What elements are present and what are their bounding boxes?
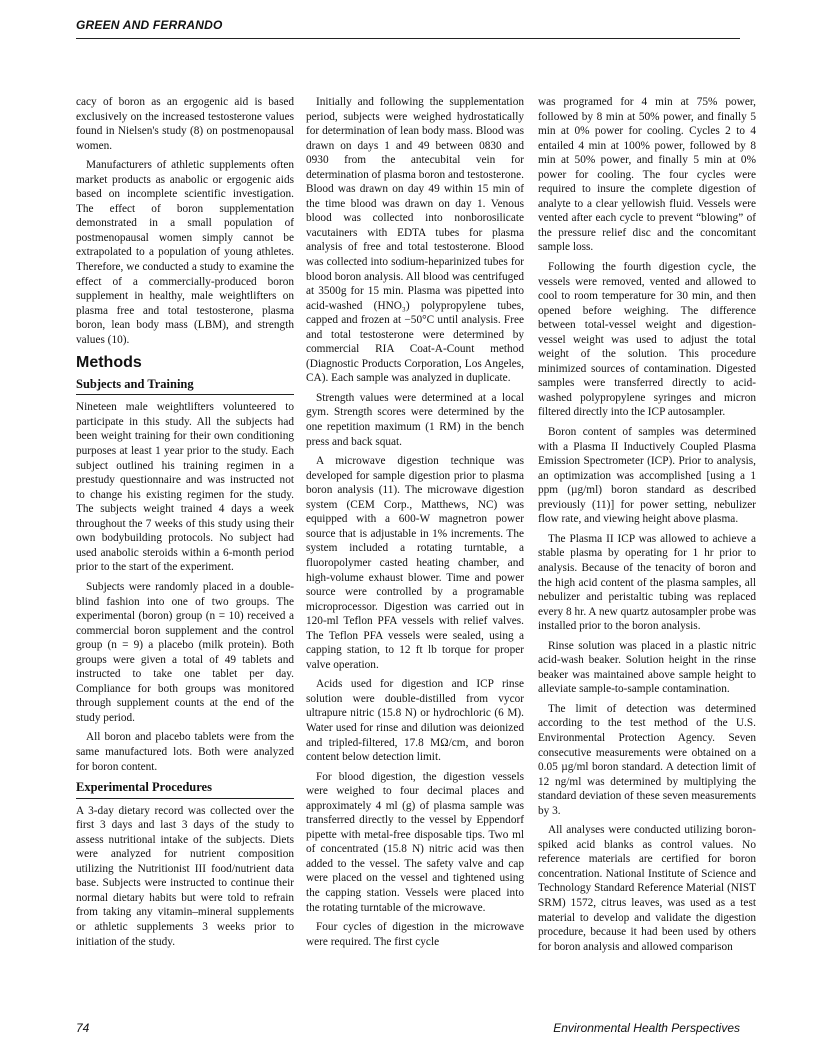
paragraph: Rinse solution was placed in a plastic nitric acid-wash beaker. Solution height in the rinse beaker was maintained above sample height to alleviate sample-to-sample contamination. bbox=[538, 639, 756, 696]
paragraph: A 3-day dietary record was collected over the first 3 days and last 3 days of the study to assess nutritional intake of the subjects. Diets were analyzed for nutrient composition utilizing the Nutritionist III food/nutrient data base. Subjects were instructed to continue their normal dietary habits but were told to refrain from taking any vitamin–mineral supplements or athletic supplements 3 weeks prior to initiation of the study. bbox=[76, 804, 294, 948]
column-middle bbox=[306, 95, 524, 954]
column-right bbox=[538, 95, 756, 959]
paragraph: All analyses were conducted utilizing boron-spiked acid blanks as control values. No reference materials are certified for boron concentration. National Institute of Science and Technology Standard Reference Material (NIST SRM) 1572, citrus leaves, was used as a test material to develop and validate the digestion procedure, because it had been used by others for boron analysis and allowed comparison bbox=[538, 824, 756, 953]
paragraph: Four cycles of digestion in the microwave were required. The first cycle bbox=[306, 921, 524, 948]
running-header bbox=[76, 18, 740, 32]
paragraph: Nineteen male weightlifters volunteered to participate in this study. All the subjects had been weight training for their own conditioning purposes at least 1 year prior to the study. Each subject outlined his training regimen in a prestudy questionnaire and was instructed not to change his existing regimen for the study. The subjects weight trained 4 days a week throughout the 7 weeks of this study using their own bodybuilding protocols. No subject had used anabolic steroids within a 6-month period prior to the start of the experiment. bbox=[76, 401, 294, 574]
subheading-experimental-procedures: Experimental Procedures bbox=[76, 780, 294, 799]
header-rule bbox=[76, 38, 740, 39]
paragraph: Initially and following the supplementation period, subjects were weighed hydrostatically for determination of lean body mass. Blood was drawn on days 1 and 49 between 0830 and 0930 from the antecubital vein for determination of plasma boron and testosterone. Blood was drawn on day 49 within 15 min of the time blood was drawn on day 1. Venous blood was collected into nonborosilicate vacutainers with EDTA tubes for plasma analysis of free and total testosterone. Blood was collected into sodium-heparinized tubes for blood boron analysis. All blood was centrifuged at 3500g for 15 min. Plasma was pipetted into acid-washed (HNO₃) polypropylene tubes, capped and frozen at −50°C until analysis. Free and total testosterone were determined by commercial RIA Coat-A-Count method (Diagnostic Products Corporation, Los Angeles, CA). Each sample was analyzed in duplicate. bbox=[306, 96, 524, 385]
paragraph: was programed for 4 min at 75% power, followed by 8 min at 50% power, and finally 5 min at 0% power for cooling. Cycles 2 to 4 entailed 4 min at 100% power, followed by 8 min at 50% power, and finally 5 min at 0% power for cooling. The four cycles were required to insure the complete digestion of analyte to a clear yellowish fluid. Vessels were vented after each cycle to prevent “blowing” of the pressure relief disc and the concomitant sample loss. bbox=[538, 96, 756, 254]
paragraph: All boron and placebo tablets were from the same manufactured lots. Both were analyzed for boron content. bbox=[76, 731, 294, 773]
column-left bbox=[76, 95, 294, 954]
running-title: GREEN AND FERRANDO bbox=[76, 18, 223, 32]
subheading-subjects-training: Subjects and Training bbox=[76, 377, 294, 396]
paragraph: Strength values were determined at a local gym. Strength scores were determined by the one repetition maximum (1 RM) in the bench press and back squat. bbox=[306, 391, 524, 448]
section-heading-methods: Methods bbox=[76, 354, 142, 372]
paragraph: Boron content of samples was determined with a Plasma II Inductively Coupled Plasma Emission Spectrometer (ICP). Prior to analysis, an optimization was accomplished [using a 1 ppm (µg/ml) boron standard as described previously (11)] for power setting, nebulizer flow rate, and viewing height above plasma. bbox=[538, 426, 756, 526]
paragraph: Following the fourth digestion cycle, the vessels were removed, vented and allowed to cool to room temperature for 30 min, and then opened before weighing. The difference between total-vessel weight and digestion-vessel weight was used to adjust the total weight of the solution. This procedure minimized sources of contamination. Digested samples were transferred directly to acid-washed polypropylene syringes and micron filtered directly into the ICP autosampler. bbox=[538, 261, 756, 419]
paragraph: Subjects were randomly placed in a double-blind fashion into one of two groups. The experimental (boron) group (n = 10) received a commercial boron supplement and the control group (n = 9) a placebo (milk protein). Both groups were given a total of 49 tablets and instructed to take one tablet per day. Compliance for both groups was monitored through supplement counts at the end of the study period. bbox=[76, 580, 294, 724]
paragraph: A microwave digestion technique was developed for sample digestion prior to plasma boron analysis (11). The microwave digestion system (CEM Corp., Matthews, NC) was equipped with a 600-W magnetron power source that is adjustable in 1% increments. The system included a rotating turntable, a fluoropolymer casted heating chamber, and high-volume exhaust blower. Time and power source were controlled by a programable microprocessor. Digestion was carried out in 120-ml Teflon PFA vessels with relief valves. The Teflon PFA vessels were sealed, using a capping station, to 12 ft lb torque for proper valve operation. bbox=[306, 455, 524, 671]
paragraph: Manufacturers of athletic supplements often market products as anabolic or ergogenic aids based on incomplete scientific investigation. The effect of boron supplementation demonstrated in a small population of postmenopausal women simply cannot be extrapolated to a population of young athletes. Therefore, we conducted a study to examine the effect of a commercially-produced boron supplement in healthy, male weightlifters on plasma free and total testosterone, plasma boron, lean body mass (LBM), and strength values (10). bbox=[76, 159, 294, 346]
paragraph: cacy of boron as an ergogenic aid is based exclusively on the increased testosterone values found in Nielsen's study (8) on postmenopausal women. bbox=[76, 96, 294, 152]
paragraph: The Plasma II ICP was allowed to achieve a stable plasma by operating for 1 hr prior to analysis. Because of the tenacity of boron and the high acid content of the plasma samples, all nebulizer and peristaltic tubing was replaced every 8 hr. A new quartz autosampler probe was installed prior to the boron analysis. bbox=[538, 532, 756, 633]
page-number: 74 bbox=[76, 1021, 90, 1035]
paragraph: Acids used for digestion and ICP rinse solution were double-distilled from vycor ultrapure nitric (15.8 N) or hydrochloric (6 M). Water used for rinse and dilution was deionized and tripled-filtered, 17.8 MΩ/cm, and boron content below detection limit. bbox=[306, 678, 524, 764]
paragraph: The limit of detection was determined according to the test method of the U.S. Environmental Protection Agency. Seven consecutive measurements were obtained on a 0.05 µg/ml boron standard. A detection limit of 12 ng/ml was determined by multiplying the standard deviation of these seven measurements by 3. bbox=[538, 702, 756, 817]
journal-name: Environmental Health Perspectives bbox=[553, 1021, 740, 1035]
paragraph: For blood digestion, the digestion vessels were weighed to four decimal places and approximately 4 ml (g) of plasma sample was transferred directly to the vessel by Eppendorf pipette with metal-free disposable tips. Two ml of concentrated (15.8 N) nitric acid was then added to the vessel. The safety valve and cap were placed on the vessel and tightened using the capping station. Vessels were placed into the rotating turntable of the microwave. bbox=[306, 770, 524, 914]
